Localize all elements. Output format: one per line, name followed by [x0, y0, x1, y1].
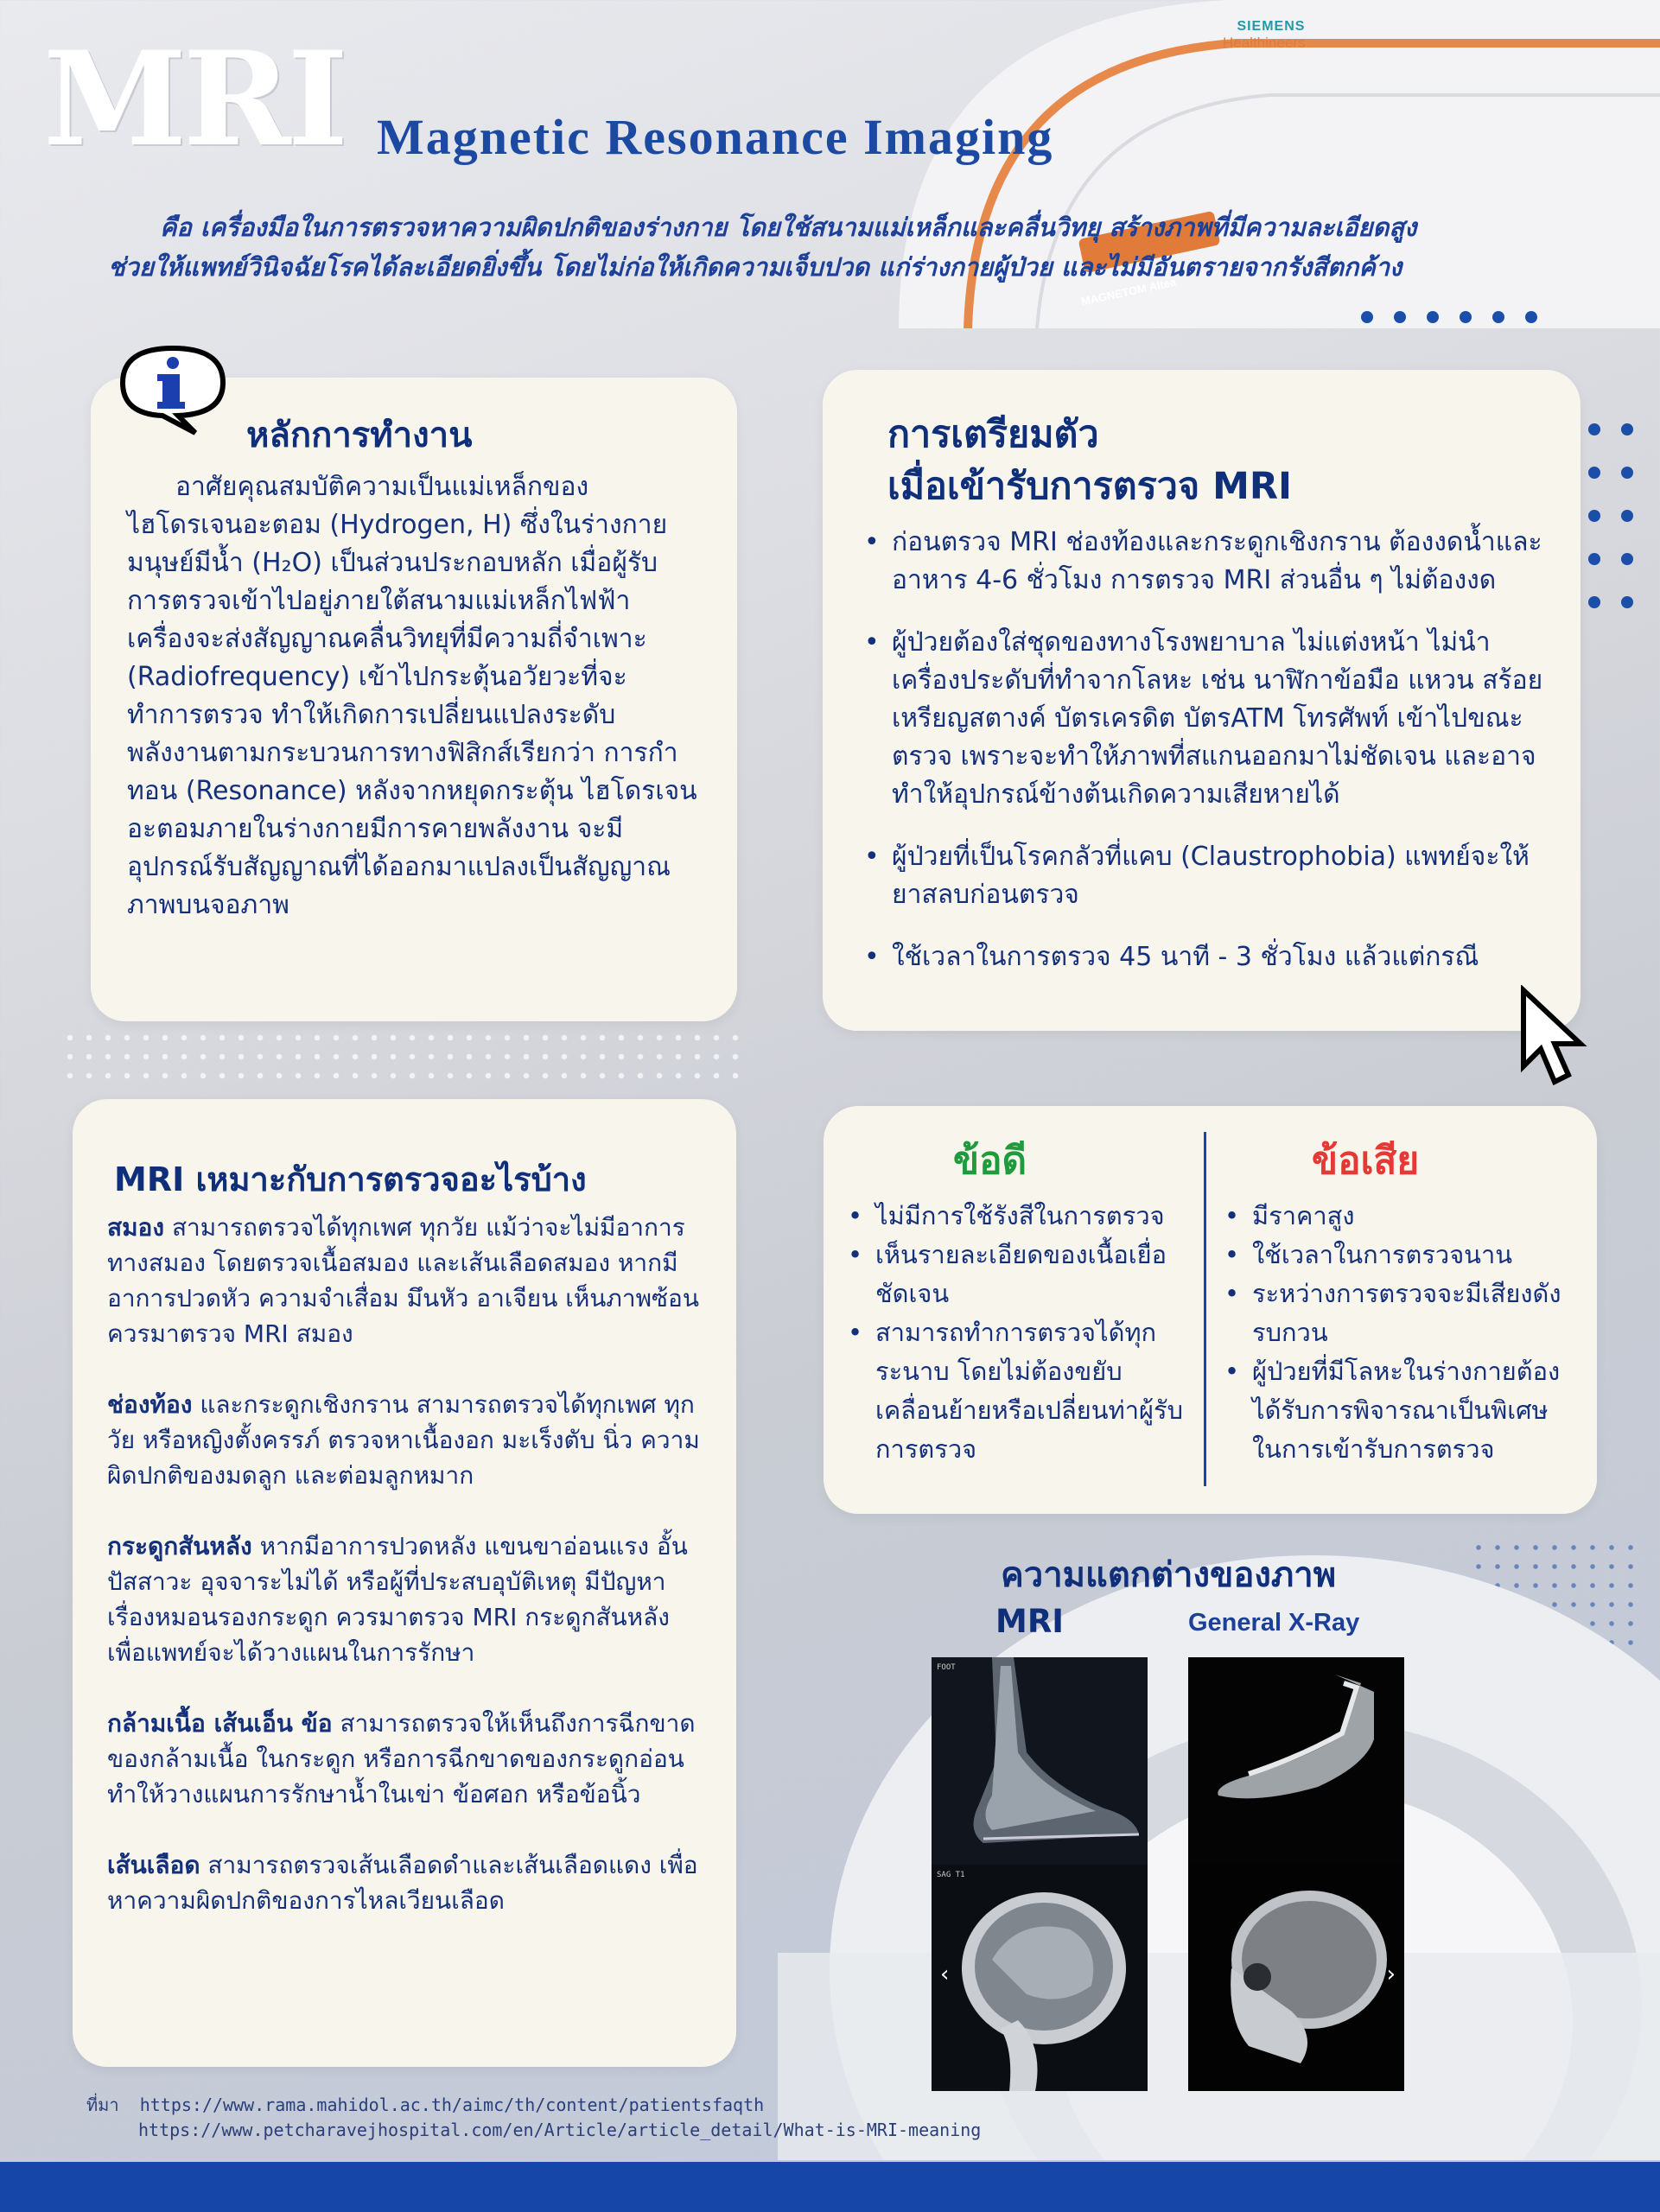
cons-item: • มีราคาสูง — [1221, 1197, 1575, 1236]
brand-top-text: SIEMENS — [1237, 19, 1306, 34]
preparation-item: • ผู้ป่วยที่เป็นโรคกลัวที่แคบ (Claustrophobia) แพทย์จะให้ยาสลบก่อนตรวจ — [861, 838, 1543, 914]
decor-dots-top — [1361, 311, 1537, 323]
suitable-item-vessel — [107, 1847, 712, 1918]
sources-label: ที่มา — [86, 2094, 119, 2115]
preparation-item: • ใช้เวลาในการตรวจ 45 นาที - 3 ชั่วโมง แล้วแต่กรณี — [861, 938, 1543, 976]
principle-title: หลักการทำงาน — [246, 416, 473, 455]
suitable-item-muscle — [107, 1706, 712, 1812]
suitable-text: หากมีอาการปวดหลัง แขนขาอ่อนแรง อั้นปัสสาวะ อุจจาระไม่ได้ หรือผู้ที่ประสบอุบัติเหตุ มีปัญหาเรื่องหมอนรองกระดูก ควรมาตรวจ MRI กระดูกสันหลัง เพื่อแพทย์จะได้วางแผนในการรักษา — [107, 1532, 688, 1667]
brand-logo — [1223, 19, 1305, 52]
suitable-card — [73, 1099, 736, 2067]
page-title: MRI — [43, 23, 345, 175]
suitable-term: ช่องท้อง — [107, 1390, 193, 1419]
pros-item: • เห็นรายละเอียดของเนื้อเยื่อชัดเจน — [844, 1236, 1190, 1313]
suitable-text: สามารถตรวจให้เห็นถึงการฉีกขาดของกล้ามเนื้อ ในกระดูก หรือการฉีกขาดของกระดูกอ่อน ทำให้วางแผนการรักษาน้ำในเข่า ข้อศอก หรือข้อนิ้ว — [107, 1709, 696, 1808]
xray-label: General X-Ray — [1188, 1609, 1360, 1637]
brand-bottom-text: Healthineers — [1223, 35, 1306, 51]
svg-text:SAG T1: SAG T1 — [937, 1871, 965, 1879]
mri-foot-image — [932, 1657, 1148, 1865]
principle-paragraph: อาศัยคุณสมบัติความเป็นแม่เหล็กของไฮโดรเจนอะตอม (Hydrogen, H) ซึ่งในร่างกายมนุษย์มีน้ำ (H₂O) เป็นส่วนประกอบหลัก เมื่อผู้รับการตรวจเข้าไปอยู่ภายใต้สนามแม่เหล็กไฟฟ้า เครื่องจะส่งสัญญาณคลื่นวิทยุที่มีความถี่จำเพาะ (Radiofrequency) เข้าไปกระตุ้นอวัยวะที่จะทำการตรวจ ทำให้เกิดการเปลี่ยนแปลงระดับพลังงานตามกระบวนการทางฟิสิกส์เรียกว่า การกำทอน (Resonance) หลังจากหยุดกระตุ้น ไฮโดรเจนอะตอมภายในร่างกายมีการคายพลังงาน จะมีอุปกรณ์รับสัญญาณที่ได้ออกมาแปลงเป็นสัญญาณภาพบนจอภาพ — [127, 472, 697, 920]
chevron-left-icon[interactable]: ‹ — [940, 1961, 950, 1987]
cons-title: ข้อเสีย — [1312, 1139, 1420, 1183]
decor-dots-right — [1588, 423, 1633, 608]
source-link-1[interactable]: https://www.rama.mahidol.ac.th/aimc/th/content/patientsfaqth — [139, 2094, 765, 2115]
preparation-title-line1: การเตรียมตัว — [887, 413, 1099, 456]
cons-list — [1221, 1197, 1575, 1469]
suitable-term: กล้ามเนื้อ เส้นเอ็น ข้อ — [107, 1709, 333, 1738]
suitable-text: สามารถตรวจเส้นเลือดดำและเส้นเลือดแดง เพื่อหาความผิดปกติของการไหลเวียนเลือด — [107, 1851, 698, 1915]
svg-text:FOOT: FOOT — [937, 1663, 956, 1672]
cons-item: • ใช้เวลาในการตรวจนาน — [1221, 1236, 1575, 1274]
principle-card — [91, 378, 737, 1021]
preparation-item: • ก่อนตรวจ MRI ช่องท้องและกระดูกเชิงกราน ต้องงดน้ำและอาหาร 4-6 ชั่วโมง การตรวจ MRI ส่วนอื่น ๆ ไม่ต้องงด — [861, 524, 1543, 600]
suitable-title: MRI เหมาะกับการตรวจอะไรบ้าง — [114, 1160, 587, 1198]
background-scanner-top — [864, 0, 1660, 346]
intro-paragraph: คือ เครื่องมือในการตรวจหาความผิดปกติของร่างกาย โดยใช้สนามแม่เหล็กและคลื่นวิทยุ สร้างภาพที่มีความละเอียดสูง ช่วยให้แพทย์วินิจฉัยโรคได้ละเอียดยิ่งขึ้น โดยไม่ก่อให้เกิดความเจ็บปวด แก่ร่างกายผู้ป่วย และไม่มีอันตรายจากรังสีตกค้าง — [108, 213, 1417, 282]
pros-item: • ไม่มีการใช้รังสีในการตรวจ — [844, 1197, 1190, 1236]
source-link-2[interactable]: https://www.petcharavejhospital.com/en/Article/article_detail/What-is-MRI-meaning — [138, 2120, 982, 2140]
footer-bar — [0, 2162, 1660, 2212]
mri-brain-image — [932, 1865, 1148, 2091]
suitable-item-brain — [107, 1210, 712, 1351]
suitable-term: สมอง — [107, 1213, 165, 1242]
suitable-item-spine — [107, 1529, 712, 1670]
suitable-text: สามารถตรวจได้ทุกเพศ ทุกวัย แม้ว่าจะไม่มีอาการทางสมอง โดยตรวจเนื้อสมอง และเส้นเลือดสมอง หากมีอาการปวดหัว ความจำเสื่อม มึนหัว อาเจียน เห็นภาพซ้อน ควรมาตรวจ MRI สมอง — [107, 1213, 700, 1348]
suitable-text: และกระดูกเชิงกราน สามารถตรวจได้ทุกเพศ ทุกวัย หรือหญิงตั้งครรภ์ ตรวจหาเนื้องอก มะเร็งตับ นิ่ว ความผิดปกติของมดลูก และต่อมลูกหมาก — [107, 1390, 700, 1490]
mri-label: MRI — [995, 1603, 1065, 1640]
xray-skull-image — [1188, 1865, 1404, 2091]
preparation-list — [861, 524, 1543, 976]
pros-cons-divider — [1204, 1132, 1206, 1486]
preparation-item: • ผู้ป่วยต้องใส่ชุดของทางโรงพยาบาล ไม่แต่งหน้า ไม่นำเครื่องประดับที่ทำจากโลหะ เช่น นาฬิกาข้อมือ แหวน สร้อย เหรียญสตางค์ บัตรเครดิต บัตรATM โทรศัพท์ เข้าไปขณะตรวจ เพราะจะทำให้ภาพที่สแกนออกมาไม่ชัดเจน และอาจทำให้อุปกรณ์ข้างต้นเกิดความเสียหายได้ — [861, 624, 1543, 814]
cons-item: • ระหว่างการตรวจจะมีเสียงดังรบกวน — [1221, 1274, 1575, 1352]
pros-cons-card — [824, 1106, 1597, 1514]
suitable-item-abdomen — [107, 1387, 712, 1493]
pros-title: ข้อดี — [953, 1139, 1027, 1183]
suitable-term: เส้นเลือด — [107, 1851, 200, 1879]
xray-foot-image — [1188, 1657, 1404, 1865]
page-subtitle: Magnetic Resonance Imaging — [377, 109, 1054, 165]
pros-list — [844, 1197, 1190, 1469]
decor-dots-left — [60, 1028, 752, 1089]
suitable-list — [107, 1210, 712, 1918]
preparation-title-line2: เมื่อเข้ารับการตรวจ MRI — [887, 465, 1293, 508]
cons-item: • ผู้ป่วยที่มีโลหะในร่างกายต้องได้รับการพิจารณาเป็นพิเศษในการเข้ารับการตรวจ — [1221, 1352, 1575, 1469]
cursor-arrow-icon — [1517, 985, 1594, 1092]
machine-model-label: MAGNETOM Altea — [1079, 275, 1178, 308]
preparation-card — [823, 370, 1580, 1031]
pros-item: • สามารถทำการตรวจได้ทุกระนาบ โดยไม่ต้องขยับเคลื่อนย้ายหรือเปลี่ยนท่าผู้รับการตรวจ — [844, 1313, 1190, 1469]
sources — [86, 2093, 981, 2143]
chevron-right-icon[interactable]: › — [1386, 1961, 1396, 1987]
comparison-title: ความแตกต่างของภาพ — [1001, 1555, 1337, 1595]
info-icon — [112, 341, 233, 440]
suitable-term: กระดูกสันหลัง — [107, 1532, 252, 1560]
